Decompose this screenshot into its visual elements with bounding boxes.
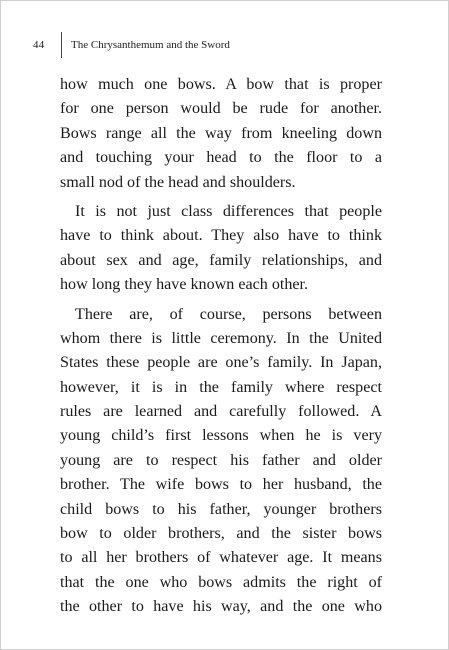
text-line: about sex and age, family relationships, and bbox=[60, 251, 382, 269]
text-line: how much one bows. A bow that is proper bbox=[60, 76, 382, 93]
text-line: whom there is little ceremony. In the United bbox=[60, 329, 382, 347]
text-line: Bows range all the way from kneeling down bbox=[60, 124, 382, 142]
text-line: for one person would be rude for another. bbox=[60, 100, 382, 118]
text-line: small nod of the head and shoulders. bbox=[60, 173, 296, 191]
paragraph-1 bbox=[60, 73, 382, 195]
text-line: however, it is in the family where respect bbox=[60, 378, 382, 396]
book-title: The Chrysanthemum and the Sword bbox=[71, 39, 230, 51]
text-line: and touching your head to the floor to a bbox=[60, 149, 382, 167]
text-line: brother. The wife bows to her husband, the bbox=[60, 476, 382, 494]
text-line: how long they have known each other. bbox=[60, 276, 309, 294]
running-head bbox=[33, 32, 230, 58]
header-divider bbox=[61, 32, 62, 58]
text-line: the other to have his way, and the one who bbox=[60, 598, 382, 616]
text-line: rules are learned and carefully followed. A bbox=[60, 403, 382, 421]
page-number: 44 bbox=[33, 39, 45, 51]
text-line: young child’s first lessons when he is very bbox=[60, 427, 382, 445]
text-line: have to think about. They also have to think bbox=[60, 227, 382, 245]
paragraph-3 bbox=[60, 303, 382, 620]
text-line: young are to respect his father and older bbox=[60, 451, 382, 469]
text-line: child bows to his father, younger brothers bbox=[60, 500, 382, 518]
text-line: There are, of course, persons between bbox=[75, 305, 382, 323]
body-text bbox=[60, 73, 382, 620]
text-line: bow to older brothers, and the sister bows bbox=[60, 525, 382, 543]
text-line: to all her brothers of whatever age. It means bbox=[60, 549, 382, 567]
text-line: that the one who bows admits the right of bbox=[60, 573, 382, 591]
text-line: It is not just class differences that people bbox=[75, 202, 382, 220]
text-line: States these people are one’s family. In Japan, bbox=[60, 354, 382, 372]
paragraph-2 bbox=[60, 200, 382, 298]
